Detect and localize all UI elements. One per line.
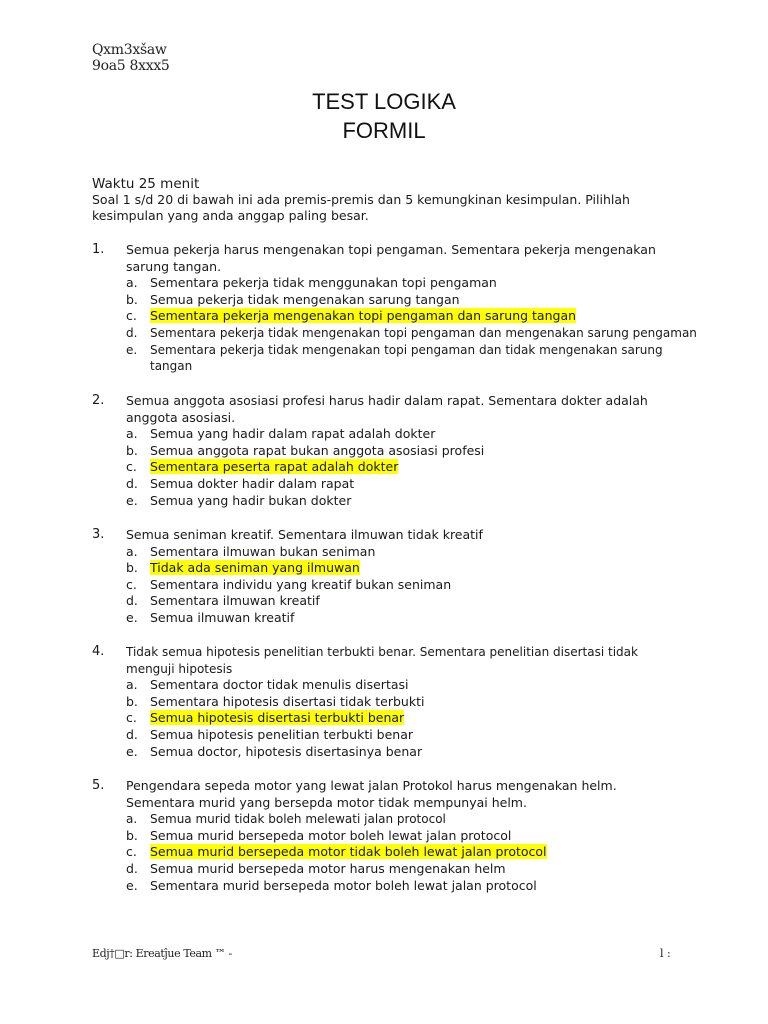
footer-editor-text: Edj†□r: Ereatĵue Team ™ - — [92, 947, 232, 960]
option-letter: c. — [126, 308, 137, 324]
option-text: Semua murid bersepeda motor harus mengenakan helm — [150, 860, 506, 876]
question-text: Pengendara sepeda motor yang lewat jalan Protokol harus mengenakan helm. Sementara murid yang bersepda motor tidak mempunyai helm. — [126, 778, 617, 810]
option-text: Sementara hipotesis disertasi tidak terbukti — [150, 693, 425, 709]
header-text: Qxm3xšaw 9oa5 8xxx5 — [92, 42, 170, 74]
option-a — [126, 426, 692, 443]
option-letter: c. — [126, 844, 137, 860]
question-text: Tidak semua hipotesis penelitian terbukti benar. Sementara penelitian disertasi tidak menguji hipotesis — [126, 645, 638, 676]
option-text: Semua dokter hadir dalam rapat — [150, 475, 355, 491]
option-text: Sementara pekerja tidak mengenakan topi pengaman dan tidak mengenakan sarung tangan — [150, 342, 663, 374]
option-text: Semua hipotesis penelitian terbukti benar — [150, 726, 414, 742]
option-b — [126, 828, 692, 845]
option-letter: b. — [126, 560, 138, 576]
option-text: Sementara ilmuwan kreatif — [150, 593, 320, 609]
option-e — [126, 342, 680, 375]
option-c — [126, 710, 692, 727]
option-letter: e. — [126, 342, 138, 357]
option-letter: d. — [126, 860, 138, 876]
option-text: Sementara ilmuwan bukan seniman — [150, 543, 376, 559]
options-list — [126, 544, 692, 627]
option-letter: c. — [126, 459, 137, 475]
option-b — [126, 560, 692, 577]
option-c — [126, 308, 692, 325]
option-text-highlighted: Semua hipotesis disertasi terbukti benar — [150, 710, 405, 726]
option-b — [126, 292, 692, 309]
option-text: Semua yang hadir bukan dokter — [150, 492, 352, 508]
footer-page-number: l : — [660, 947, 671, 960]
option-c — [126, 844, 692, 861]
title-line-2: FORMIL — [342, 118, 426, 143]
question-text: Semua anggota asosiasi profesi harus hadir dalam rapat. Sementara dokter adalah anggota asosiasi. — [126, 393, 648, 425]
question-number: 4. — [92, 644, 105, 659]
option-b — [126, 443, 692, 460]
options-list — [126, 275, 697, 375]
option-letter: d. — [126, 726, 138, 742]
option-letter: e. — [126, 877, 138, 893]
option-text-highlighted: Sementara peserta rapat adalah dokter — [150, 459, 399, 475]
option-text: Semua pekerja tidak mengenakan sarung tangan — [150, 291, 460, 307]
option-e — [126, 493, 692, 510]
option-letter: d. — [126, 325, 138, 340]
option-text: Semua anggota rapat bukan anggota asosiasi profesi — [150, 442, 485, 458]
option-e — [126, 610, 692, 627]
option-text: Semua murid tidak boleh melewati jalan protocol — [150, 812, 446, 827]
option-a — [126, 811, 692, 828]
option-d — [126, 593, 692, 610]
option-letter: b. — [126, 442, 138, 458]
question-number: 3. — [92, 527, 105, 542]
options-list — [126, 811, 692, 894]
question-number: 1. — [92, 242, 105, 257]
option-letter: b. — [126, 693, 138, 709]
option-a — [126, 677, 692, 694]
option-text: Sementara pekerja tidak menggunakan topi pengaman — [150, 275, 497, 291]
option-d — [126, 727, 692, 744]
option-text: Sementara individu yang kreatif bukan seniman — [150, 576, 452, 592]
option-c — [126, 577, 692, 594]
option-letter: b. — [126, 827, 138, 843]
option-d — [126, 861, 692, 878]
option-letter: c. — [126, 576, 137, 592]
option-letter: c. — [126, 710, 137, 726]
option-letter: e. — [126, 743, 138, 759]
intro-section — [92, 176, 692, 224]
question-text: Semua seniman kreatif. Sementara ilmuwan tidak kreatif — [126, 527, 483, 542]
question-2 — [92, 393, 692, 509]
option-text: Semua murid bersepeda motor boleh lewat jalan protocol — [150, 827, 512, 843]
option-text: Semua yang hadir dalam rapat adalah dokter — [150, 426, 436, 442]
instructions: Soal 1 s/d 20 di bawah ini ada premis-premis dan 5 kemungkinan kesimpulan. Pilihlah kesimpulan yang anda anggap paling besar. — [92, 192, 630, 223]
option-letter: e. — [126, 492, 138, 508]
option-d — [126, 325, 697, 342]
option-letter: a. — [126, 543, 138, 559]
option-letter: d. — [126, 593, 138, 609]
option-letter: a. — [126, 426, 138, 442]
title-line-1: TEST LOGIKA — [312, 89, 456, 114]
question-4 — [92, 644, 692, 760]
option-e — [126, 744, 692, 761]
option-e — [126, 878, 692, 895]
question-text: Semua pekerja harus mengenakan topi pengaman. Sementara pekerja mengenakan sarung tangan. — [126, 242, 656, 274]
question-3 — [92, 527, 692, 627]
time-limit: Waktu 25 menit — [92, 176, 200, 192]
option-letter: d. — [126, 475, 138, 491]
option-letter: e. — [126, 609, 138, 625]
option-text: Sementara doctor tidak menulis disertasi — [150, 677, 409, 693]
option-letter: a. — [126, 275, 138, 291]
option-c — [126, 459, 692, 476]
question-number: 2. — [92, 393, 105, 408]
option-text-highlighted: Semua murid bersepeda motor tidak boleh lewat jalan protocol — [150, 844, 547, 860]
option-text: Sementara murid bersepeda motor boleh lewat jalan protocol — [150, 877, 537, 893]
options-list — [126, 426, 692, 509]
question-number: 5. — [92, 778, 105, 793]
option-text-highlighted: Sementara pekerja mengenakan topi pengaman dan sarung tangan — [150, 308, 577, 324]
option-letter: b. — [126, 291, 138, 307]
question-5 — [92, 778, 692, 894]
option-text-highlighted: Tidak ada seniman yang ilmuwan — [150, 560, 360, 576]
options-list — [126, 677, 692, 760]
option-text: Semua doctor, hipotesis disertasinya benar — [150, 743, 423, 759]
question-1 — [92, 242, 697, 375]
option-a — [126, 275, 692, 292]
option-text: Semua ilmuwan kreatif — [150, 609, 295, 625]
option-text: Sementara pekerja tidak mengenakan topi pengaman dan mengenakan sarung pengaman — [150, 325, 697, 340]
option-a — [126, 544, 692, 561]
option-d — [126, 476, 692, 493]
option-letter: a. — [126, 812, 138, 827]
option-letter: a. — [126, 677, 138, 693]
option-b — [126, 694, 692, 711]
